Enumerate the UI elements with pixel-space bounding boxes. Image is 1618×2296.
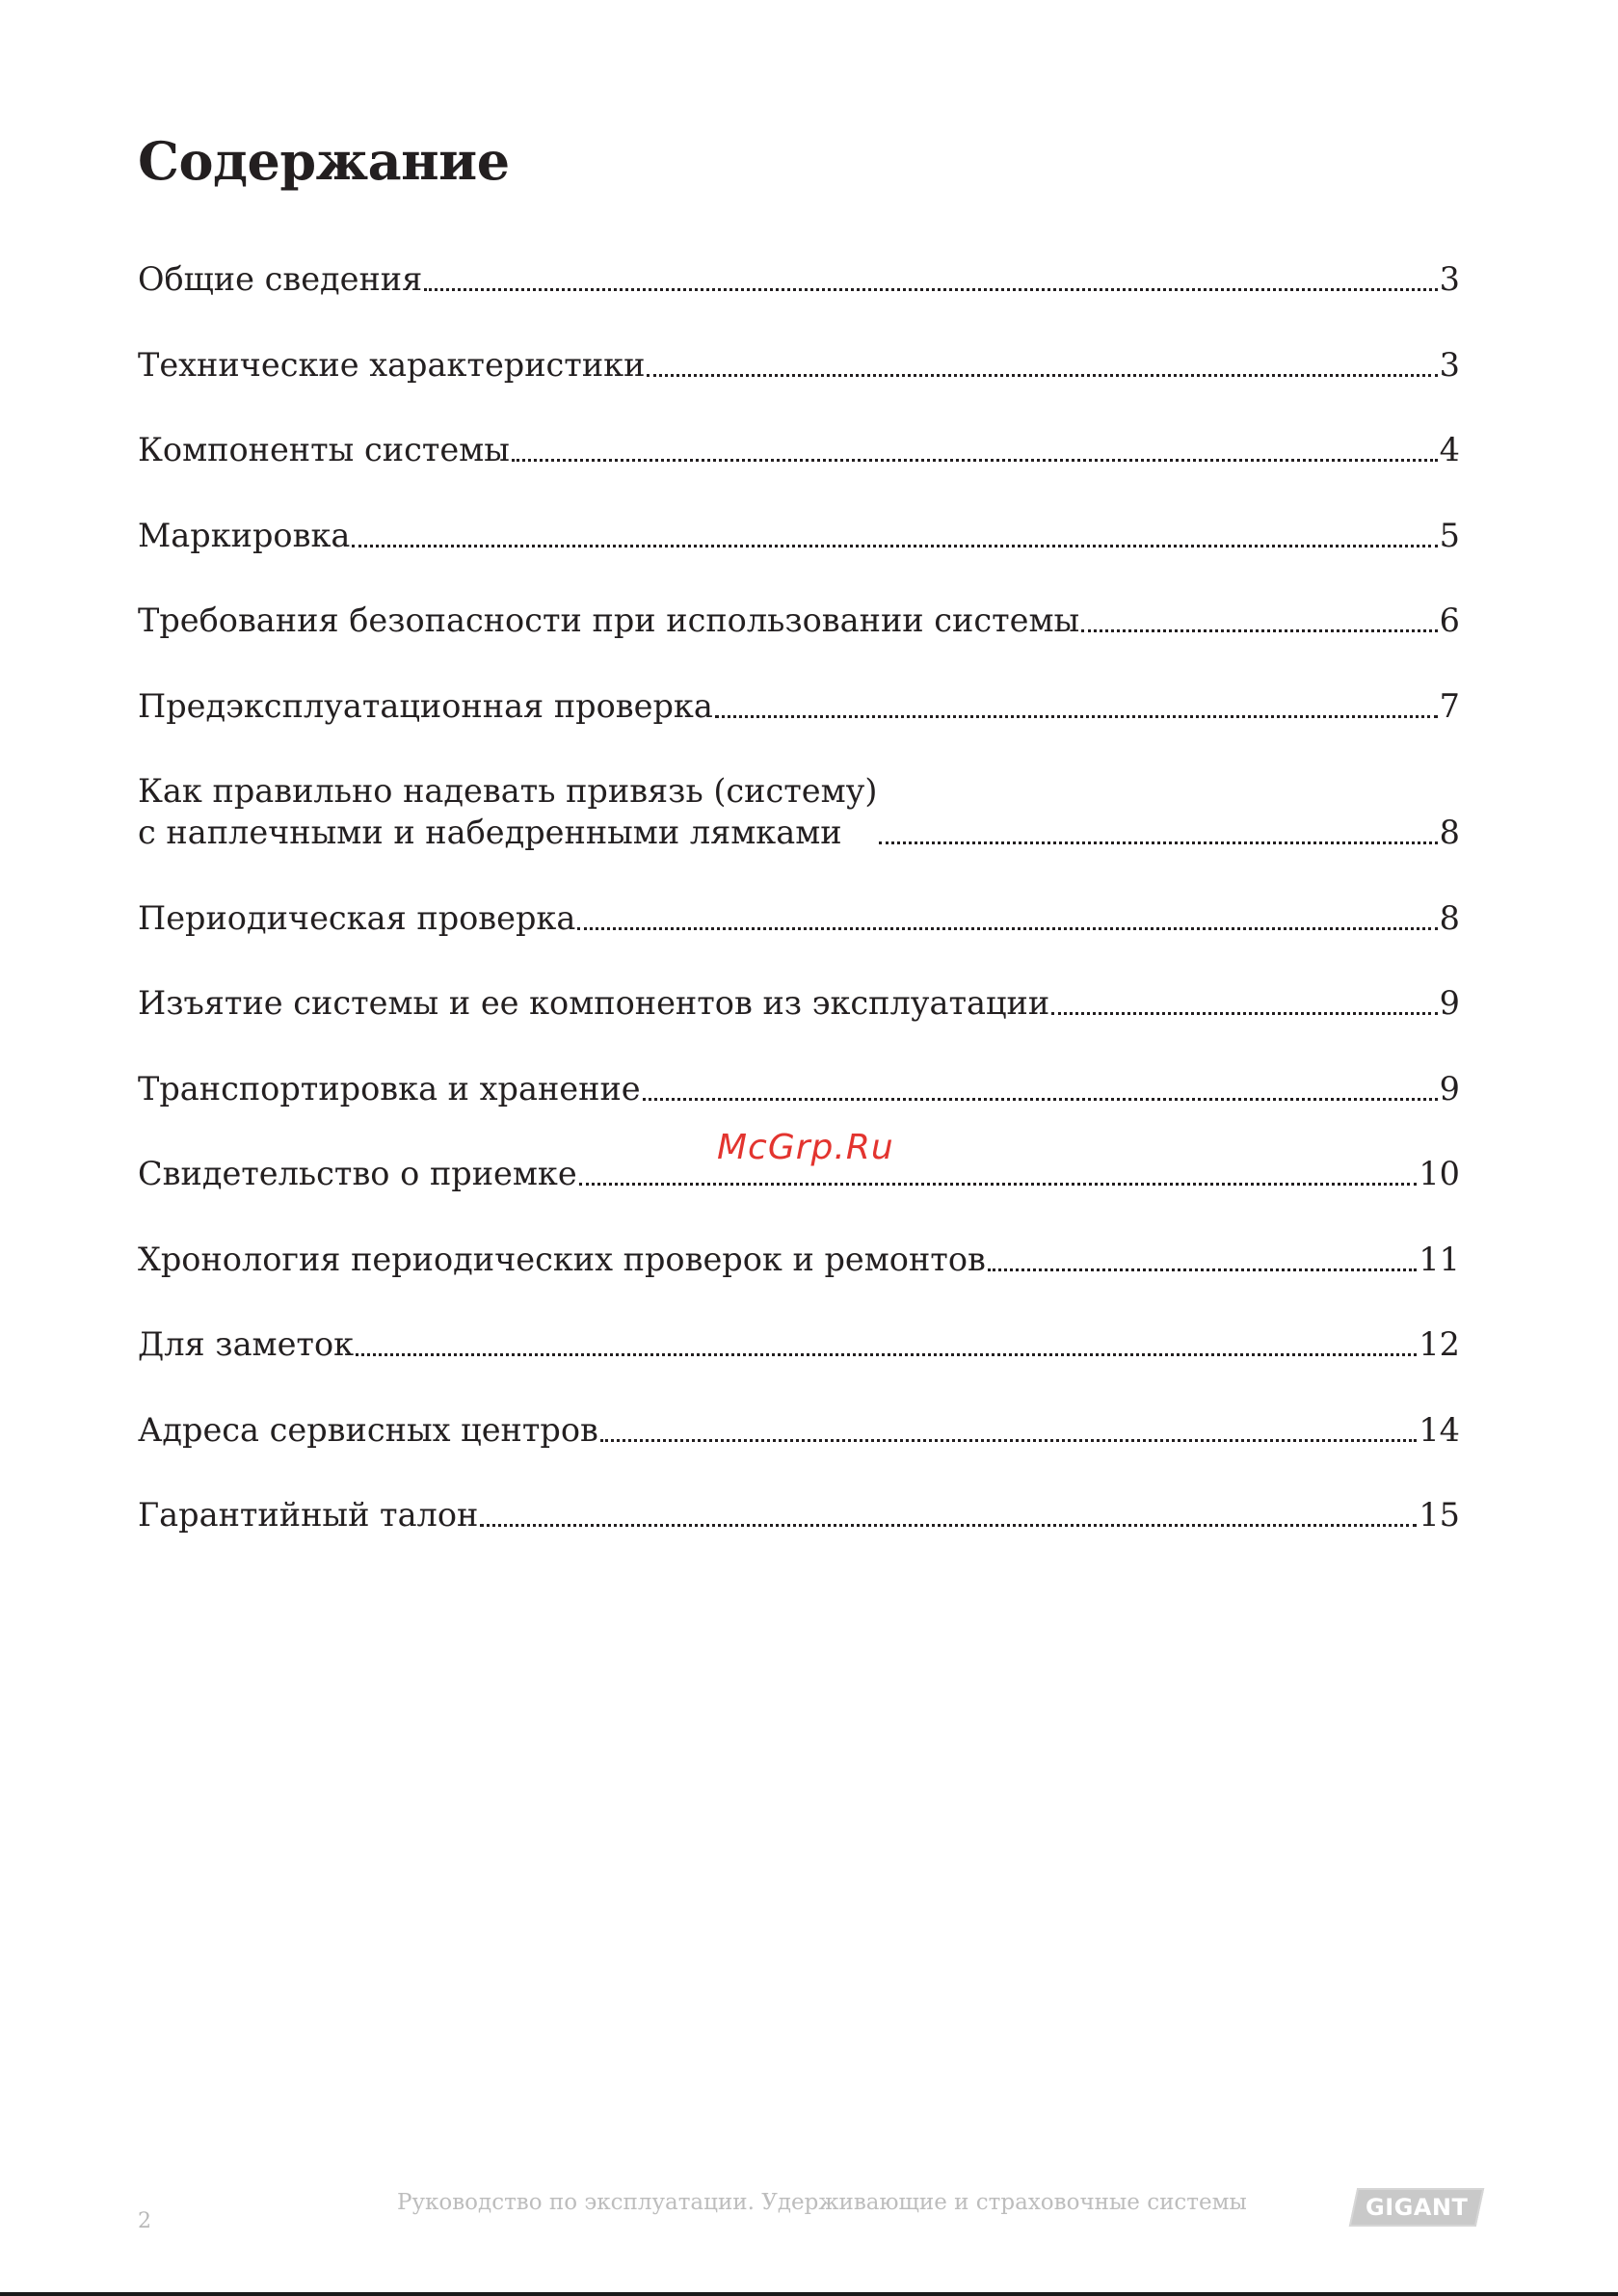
toc-dot-leader (577, 927, 1437, 930)
toc-entry-page-number: 8 (1439, 814, 1460, 851)
footer-page-number: 2 (138, 2209, 151, 2233)
toc-dot-leader (1051, 1012, 1437, 1015)
toc-entry[interactable] (138, 982, 1460, 1024)
toc-dot-leader (988, 1268, 1418, 1271)
toc-entry-label: Адреса сервисных центров (138, 1410, 598, 1449)
toc-entry-label: Общие сведения (138, 260, 423, 298)
toc-dot-leader (879, 841, 1437, 844)
toc-entry-label: Для заметок (138, 1325, 355, 1363)
toc-entry-page-number: 4 (1439, 431, 1460, 468)
toc-entry[interactable] (138, 1068, 1460, 1109)
toc-entry-label: Гарантийный талон (138, 1496, 479, 1534)
toc-entry-page-number: 7 (1439, 686, 1460, 725)
toc-entry-page-number: 9 (1439, 1069, 1460, 1108)
toc-dot-leader (424, 288, 1437, 291)
toc-dot-leader (647, 374, 1437, 377)
toc-entry[interactable] (138, 1239, 1460, 1280)
brand-logo (1349, 2188, 1485, 2227)
footer-document-title: Руководство по эксплуатации. Удерживающие и страховочные системы (397, 2190, 1247, 2215)
toc-entry-label: Изъятие системы и ее компонентов из эксплуатации (138, 984, 1050, 1022)
toc-entry-page-number: 10 (1419, 1155, 1460, 1192)
toc-entry-page-number: 6 (1439, 601, 1460, 639)
toc-entry-page-number: 5 (1439, 516, 1460, 554)
toc-entry[interactable] (138, 258, 1460, 300)
toc-dot-leader (352, 545, 1437, 547)
toc-dot-leader (600, 1439, 1417, 1442)
toc-entry-label: Технические характеристики (138, 345, 646, 384)
toc-dot-leader (356, 1353, 1417, 1356)
toc-entry-page-number: 15 (1419, 1496, 1460, 1534)
page-title: Содержание (138, 130, 510, 192)
toc-entry-label: Требования безопасности при использовании системы (138, 601, 1080, 639)
toc-entry-page-number: 8 (1439, 898, 1460, 937)
toc-entry-label: Предэксплуатационная проверка (138, 686, 713, 725)
table-of-contents (138, 258, 1460, 1580)
toc-entry[interactable] (138, 685, 1460, 727)
watermark: McGrp.Ru (717, 1128, 894, 1167)
toc-entry-page-number: 12 (1419, 1325, 1460, 1363)
toc-entry-page-number: 3 (1439, 345, 1460, 384)
toc-entry[interactable] (138, 897, 1460, 939)
toc-dot-leader (480, 1524, 1417, 1527)
toc-entry[interactable] (138, 600, 1460, 641)
toc-entry[interactable] (138, 770, 1460, 853)
toc-entry-label: Компоненты системы (138, 431, 510, 468)
toc-dot-leader (643, 1098, 1438, 1101)
toc-entry-label: Хронология периодических проверок и ремонтов (138, 1240, 986, 1278)
toc-entry[interactable] (138, 1494, 1460, 1535)
toc-entry[interactable] (138, 344, 1460, 386)
toc-entry-page-number: 11 (1419, 1240, 1460, 1278)
toc-entry-label: Периодическая проверка (138, 898, 576, 937)
toc-entry-label: Маркировка (138, 516, 351, 554)
toc-dot-leader (579, 1183, 1418, 1186)
toc-entry-label: Свидетельство о приемке (138, 1155, 577, 1192)
toc-entry-label: Транспортировка и хранение (138, 1069, 641, 1108)
toc-entry[interactable] (138, 1323, 1460, 1365)
toc-dot-leader (1081, 629, 1437, 632)
toc-dot-leader (512, 459, 1438, 462)
toc-entry[interactable] (138, 1409, 1460, 1451)
toc-entry-page-number: 9 (1439, 984, 1460, 1022)
toc-entry-label: Как правильно надевать привязь (систему) с наплечными и набедренными лямками (138, 772, 878, 851)
brand-logo-text: GIGANT (1365, 2194, 1469, 2221)
toc-entry-page-number: 3 (1439, 260, 1460, 298)
toc-entry[interactable] (138, 515, 1460, 556)
toc-entry[interactable] (138, 429, 1460, 470)
page-edge-line (0, 2292, 1618, 2296)
toc-entry-page-number: 14 (1419, 1410, 1460, 1449)
toc-dot-leader (715, 715, 1438, 718)
